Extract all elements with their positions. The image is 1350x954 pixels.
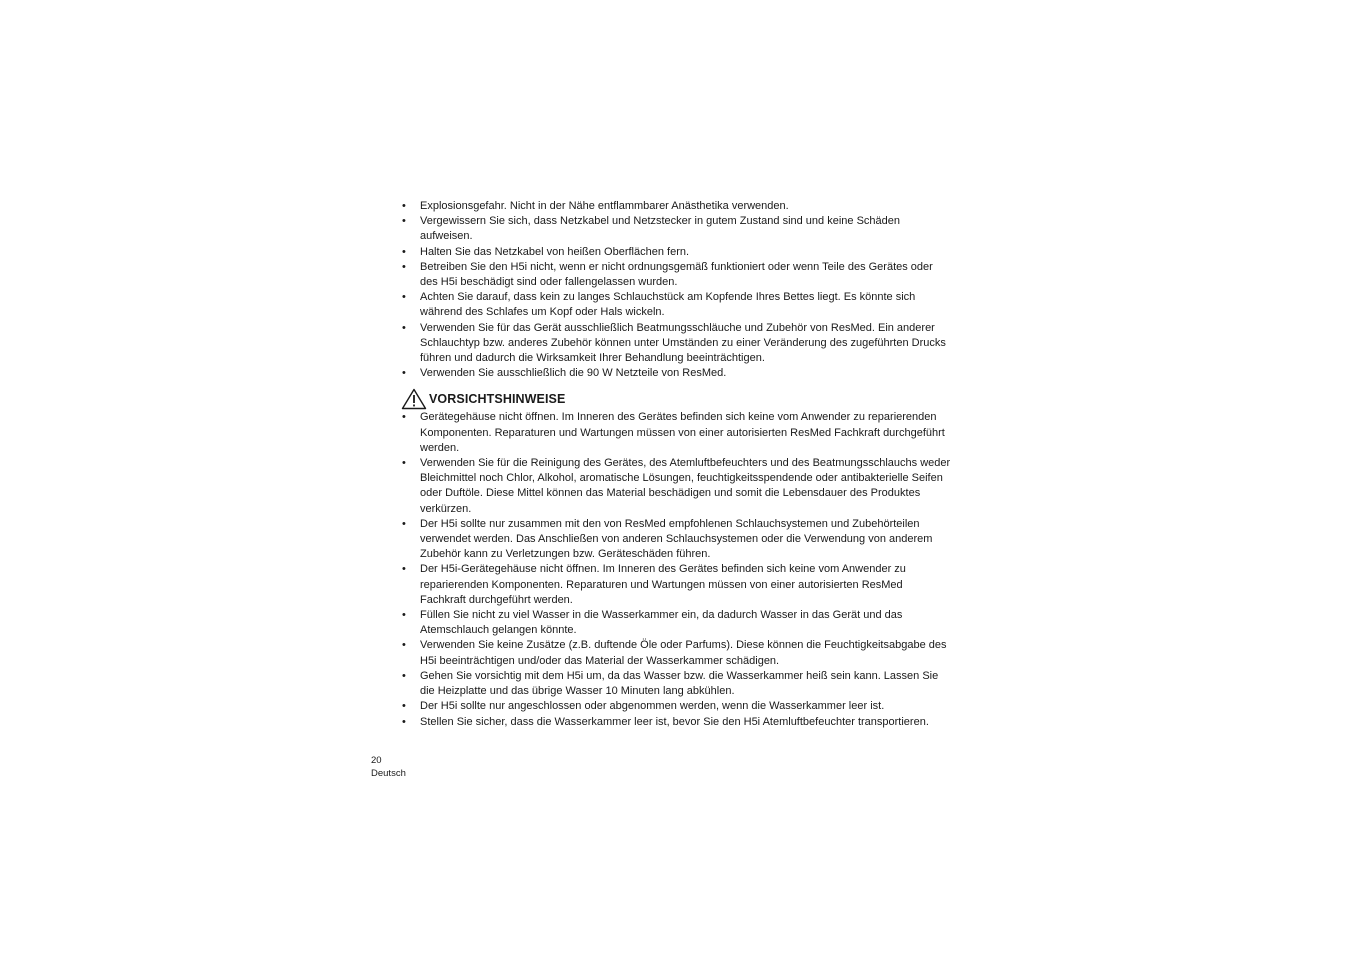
cautions-title: VORSICHTSHINWEISE [429,391,566,406]
list-item: • Betreiben Sie den H5i nicht, wenn er nicht ordnungsgemäß funktioniert oder wenn Teile des Gerätes oder des H5i beschädigt sind oder fallengelassen wurden. [401,260,951,290]
cautions-heading [401,388,951,410]
list-item: • Verwenden Sie für die Reinigung des Gerätes, des Atemluftbefeuchters und des Beatmungsschlauchs weder Bleichmittel noch Chlor, Alkohol, aromatische Lösungen, feuchtigkeitsspendende oder antibakterielle Seifen oder Duftöle. Diese Mittel können das Material beschädigen und somit die Lebensdauer des Produktes verkürzen. [401,456,951,517]
list-item: • Vergewissern Sie sich, dass Netzkabel und Netzstecker in gutem Zustand sind und keine Schäden aufweisen. [401,214,951,244]
list-item: • Halten Sie das Netzkabel von heißen Oberflächen fern. [401,245,951,260]
cautions-list [401,410,951,729]
list-item: • Verwenden Sie für das Gerät ausschließlich Beatmungsschläuche und Zubehör von ResMed. Ein anderer Schlauchtyp bzw. anderes Zubehör können unter Umständen zu einer Veränderung des zugeführten Drucks führen und dadurch die Wirksamkeit Ihrer Behandlung beeinträchtigen. [401,321,951,367]
list-item: • Stellen Sie sicher, dass die Wasserkammer leer ist, bevor Sie den H5i Atemluftbefeuchter transportieren. [401,715,951,730]
list-item: • Gerätegehäuse nicht öffnen. Im Inneren des Gerätes befinden sich keine vom Anwender zu reparierenden Komponenten. Reparaturen und Wartungen müssen von einer autorisierten ResMed Fachkraft durchgeführt werden. [401,410,951,456]
document-body [401,199,951,730]
list-item: • Verwenden Sie ausschließlich die 90 W Netzteile von ResMed. [401,366,951,381]
list-item: • Der H5i sollte nur zusammen mit den von ResMed empfohlenen Schlauchsystemen und Zubehörteilen verwendet werden. Das Anschließen von anderen Schlauchsystemen oder die Verwendung von anderem Zubehör kann zu Verletzungen bzw. Geräteschäden führen. [401,517,951,563]
warning-triangle-icon [401,388,427,410]
page-footer [371,755,406,780]
list-item: • Achten Sie darauf, dass kein zu langes Schlauchstück am Kopfende Ihres Bettes liegt. Es könnte sich während des Schlafes um Kopf oder Hals wickeln. [401,290,951,320]
list-item: • Der H5i sollte nur angeschlossen oder abgenommen werden, wenn die Wasserkammer leer ist. [401,699,951,714]
list-item: • Der H5i-Gerätegehäuse nicht öffnen. Im Inneren des Gerätes befinden sich keine vom Anwender zu reparierenden Komponenten. Reparaturen und Wartungen müssen von einer autorisierten ResMed Fachkraft durchgeführt werden. [401,562,951,608]
list-item: • Verwenden Sie keine Zusätze (z.B. duftende Öle oder Parfums). Diese können die Feuchtigkeitsabgabe des H5i beeinträchtigen und/oder das Material der Wasserkammer schädigen. [401,638,951,668]
list-item: • Explosionsgefahr. Nicht in der Nähe entflammbarer Anästhetika verwenden. [401,199,951,214]
list-item: • Füllen Sie nicht zu viel Wasser in die Wasserkammer ein, da dadurch Wasser in das Gerät und das Atemschlauch gelangen könnte. [401,608,951,638]
page-number: 20 [371,755,382,766]
warnings-list [401,199,951,381]
list-item: • Gehen Sie vorsichtig mit dem H5i um, da das Wasser bzw. die Wasserkammer heiß sein kann. Lassen Sie die Heizplatte und das übrige Wasser 10 Minuten lang abkühlen. [401,669,951,699]
footer-language: Deutsch [371,767,406,779]
